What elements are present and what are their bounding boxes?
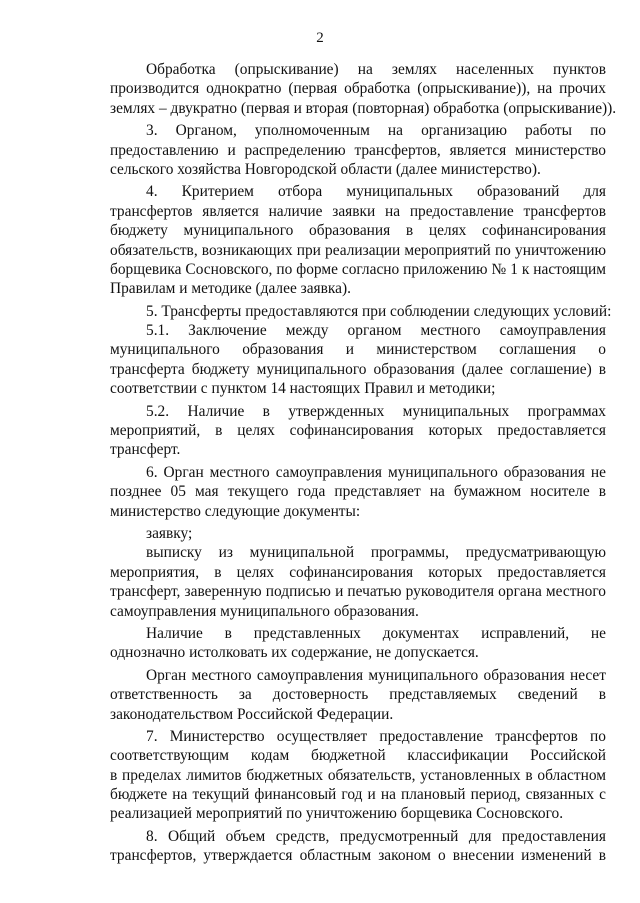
text-line: 4. Критерием отбора муниципальных образований для <box>146 183 606 201</box>
text-line: ответственность за достоверность представляемых сведений в <box>110 686 606 704</box>
text-line: трансферт. <box>110 441 181 459</box>
text-line: борщевика Сосновского, по форме согласно приложению № 1 к настоящим <box>110 260 606 278</box>
text-line: реализацией мероприятий по уничтожению борщевика Сосновского. <box>110 805 564 823</box>
document-body <box>110 60 617 866</box>
text-line: 7. Министерство осуществляет предоставление трансфертов по <box>146 727 606 745</box>
text-line: предоставлению и распределению трансфертов, является министерство <box>110 141 606 159</box>
text-line: самоуправления муниципального образования. <box>110 602 419 620</box>
text-line: 8. Общий объем средств, предусмотренный для предоставления <box>146 827 606 845</box>
text-line: муниципального образования и министерством соглашения о <box>110 341 606 359</box>
text-line: мероприятий, в целях софинансирования которых предоставляется <box>110 422 606 440</box>
text-line: сельского хозяйства Новгородской области (далее министерство). <box>110 160 541 178</box>
text-line: обязательств, возникающих при реализации мероприятий по уничтожению <box>110 241 606 259</box>
text-line: Правилам и методике (далее заявка). <box>110 280 351 298</box>
text-line: законодательством Российской Федерации. <box>110 705 394 723</box>
text-line: трансфертов, утверждается областным законом о внесении изменений в <box>110 847 606 865</box>
text-line: заявку; <box>146 524 193 542</box>
page-number: 2 <box>316 30 324 46</box>
text-line: соответствующим кодам бюджетной классификации Российской <box>110 747 606 765</box>
text-line: 5. Трансферты предоставляются при соблюдении следующих условий: <box>146 302 612 320</box>
text-line: однозначно истолковать их содержание, не допускается. <box>110 644 479 662</box>
text-line: министерство следующие документы: <box>110 502 361 520</box>
text-line: землях – двукратно (первая и вторая (повторная) обработка (опрыскивание)). <box>110 99 617 117</box>
text-line: Наличие в представленных документах исправлений, не <box>146 624 606 642</box>
text-line: выписку из муниципальной программы, предусматривающую <box>146 544 606 562</box>
text-line: 6. Орган местного самоуправления муниципального образования не <box>146 463 606 481</box>
text-line: производится однократно (первая обработка (опрыскивание)), на прочих <box>110 80 606 98</box>
text-line: бюджету муниципального образования в целях софинансирования <box>110 222 606 240</box>
text-line: соответствии с пунктом 14 настоящих Правил и методики; <box>110 380 496 398</box>
text-line: Обработка (опрыскивание) на землях населенных пунктов <box>146 61 606 78</box>
text-line: бюджете на текущий финансовый год и на плановый период, связанных с <box>110 786 606 804</box>
text-line: мероприятия, в целях софинансирования которых предоставляется <box>110 563 606 581</box>
text-line: 5.2. Наличие в утвержденных муниципальных программах <box>146 402 606 420</box>
text-line: трансферта бюджету муниципального образования (далее соглашение) в <box>110 360 606 378</box>
text-line: 3. Органом, уполномоченным на организацию работы по <box>146 122 606 140</box>
text-line: трансфертов является наличие заявки на предоставление трансфертов <box>110 202 606 220</box>
text-line: трансферт, заверенную подписью и печатью руководителя органа местного <box>110 583 606 601</box>
text-line: Орган местного самоуправления муниципального образования несет <box>146 666 606 684</box>
text-line: позднее 05 мая текущего года представляет на бумажном носителе в <box>110 483 606 501</box>
text-line: 5.1. Заключение между органом местного самоуправления <box>146 322 606 340</box>
text-line: в пределах лимитов бюджетных обязательств, установленных в областном <box>110 766 606 784</box>
